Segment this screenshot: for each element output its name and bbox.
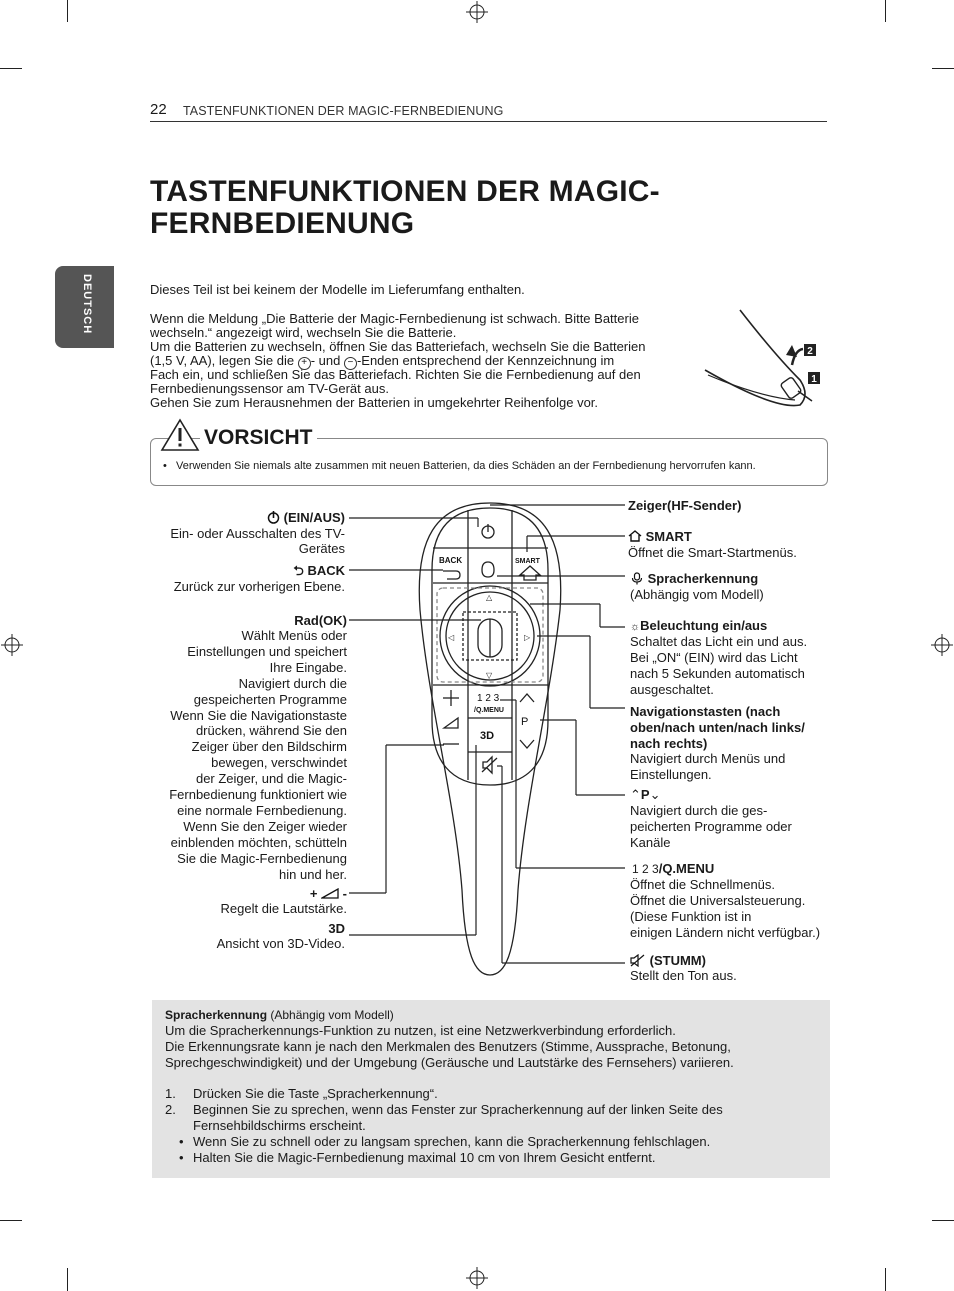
voice-box-title-note: (Abhängig vom Modell) — [270, 1008, 394, 1022]
voice-step-number: 2. — [165, 1102, 176, 1117]
power-title-text: (EIN/AUS) — [283, 510, 345, 525]
bullet-icon: • — [179, 1134, 184, 1149]
minus-circle-icon: − — [344, 357, 357, 370]
wheel-desc-line: einblenden möchten, schütteln — [170, 834, 347, 850]
smart-title — [628, 529, 692, 545]
qmenu-title-text: /Q.MENU — [658, 861, 715, 876]
remote-back-label: BACK — [439, 556, 463, 565]
caution-title: VORSICHT — [200, 426, 317, 450]
plus-circle-icon: + — [298, 357, 311, 370]
wheel-desc-line: eine normale Fernbedienung. — [177, 802, 347, 818]
caution-text: • Verwenden Sie niemals alte zusammen mit neuen Batterien, da dies Schäden an der Fernbedienung hervorrufen kann. — [163, 460, 756, 472]
svg-text:▷: ▷ — [524, 633, 531, 642]
p-desc-line: Kanäle — [630, 835, 671, 850]
remote-smart-label: SMART — [515, 558, 540, 565]
qmenu-desc-line: (Diese Funktion ist in — [630, 909, 752, 924]
qmenu-desc-line: einigen Ländern nicht verfügbar.) — [630, 925, 821, 940]
light-title-text: Beleuchtung ein/aus — [640, 618, 768, 633]
wheel-desc-line: Sie die Magic-Fernbedienung — [177, 850, 347, 866]
bullet-icon: • — [179, 1150, 184, 1165]
wheel-desc-line: Wählt Menüs oder — [241, 628, 347, 643]
chevron-down-icon: ⌄ — [649, 787, 661, 802]
svg-text:△: △ — [486, 593, 493, 602]
voice-box-title — [165, 1007, 394, 1023]
microphone-icon — [630, 572, 644, 585]
back-label-title — [150, 563, 345, 579]
mute-desc: Stellt den Ton aus. — [630, 968, 737, 983]
battery-text: - und — [310, 353, 341, 368]
voice-bullet: Halten Sie die Magic-Fernbedienung maximal 10 cm von Ihrem Gesicht entfernt. — [193, 1150, 656, 1165]
remote-digits-label: 1 2 3 — [477, 693, 500, 704]
volume-desc: Regelt die Lautstärke. — [220, 901, 347, 916]
voice-step-text: Drücken Sie die Taste „Spracherkennung“. — [193, 1086, 438, 1101]
back-desc: Zurück zur vorherigen Ebene. — [173, 579, 345, 594]
wheel-desc-line: Navigiert durch die — [238, 675, 347, 691]
voice-desc: (Abhängig vom Modell) — [630, 587, 764, 602]
wheel-desc-line: Fernbedienung funktioniert wie — [169, 787, 347, 802]
light-desc-line: nach 5 Sekunden automatisch — [630, 666, 805, 681]
smart-desc: Öffnet die Smart-Startmenüs. — [628, 545, 797, 560]
nav-desc-line: Navigiert durch Menüs und — [630, 751, 786, 766]
three-d-desc: Ansicht von 3D-Video. — [216, 936, 345, 951]
power-label-title — [150, 510, 345, 526]
light-title — [630, 618, 767, 635]
voice-step-text: Beginnen Sie zu sprechen, wenn das Fenster zur Spracherkennung auf der linken Seite des — [193, 1102, 723, 1117]
home-icon — [628, 530, 642, 542]
page-title: TASTENFUNKTIONEN DER MAGIC-FERNBEDIENUNG — [150, 175, 660, 240]
volume-plus: + — [309, 886, 318, 901]
three-d-title: 3D — [328, 921, 345, 936]
caution-message: Verwenden Sie niemals alte zusammen mit neuen Batterien, da dies Schäden an der Fernbedienung hervorrufen kann. — [176, 460, 756, 472]
power-desc-line: Gerätes — [298, 541, 345, 556]
p-title-text: P — [640, 787, 650, 802]
nav-desc-line: Einstellungen. — [630, 767, 712, 782]
mute-title — [630, 953, 706, 969]
language-tab-label: DEUTSCH — [81, 274, 93, 335]
smart-title-text: SMART — [645, 529, 692, 544]
back-arrow-icon: ⮌ — [293, 563, 304, 578]
intro-not-included: Dieses Teil ist bei keinem der Modelle im Lieferumfang enthalten. — [150, 282, 525, 297]
mute-speaker-icon — [630, 954, 646, 967]
battery-line: wechseln.“ angezeigt wird, wechseln Sie die Batterie. — [150, 325, 457, 340]
chevron-up-icon: ⌃ — [630, 787, 641, 802]
voice-info-box — [152, 1000, 830, 1178]
light-desc-line: ausgeschaltet. — [630, 682, 714, 697]
wheel-desc-line: Wenn Sie den Zeiger wieder — [183, 818, 347, 834]
nav-title-line: oben/nach unten/nach links/ — [630, 720, 805, 735]
wheel-desc-line: bewegen, verschwindet — [211, 755, 347, 771]
battery-text: -Enden entsprechend der Kennzeichnung im — [356, 353, 615, 368]
battery-text: (1,5 V, AA), legen Sie die — [150, 353, 295, 368]
figure-step-2: 2 — [807, 346, 813, 357]
wheel-desc-line: der Zeiger, und die Magic- — [195, 771, 347, 787]
mute-title-text: (STUMM) — [649, 953, 706, 968]
wheel-desc-line: Einstellungen und speichert — [187, 643, 347, 659]
figure-step-1: 1 — [811, 374, 817, 385]
voice-box-line: Um die Spracherkennungs-Funktion zu nutzen, ist eine Netzwerkverbindung erforderlich. — [165, 1023, 676, 1038]
back-title-text: BACK — [307, 563, 345, 578]
p-desc-line: Navigiert durch die ges- — [630, 803, 768, 818]
battery-line: Wenn die Meldung „Die Batterie der Magic-Fernbedienung ist schwach. Bitte Batterie — [150, 311, 639, 326]
volume-title — [150, 886, 347, 902]
power-desc-line: Ein- oder Ausschalten des TV- — [170, 526, 345, 541]
wheel-desc-line: drücken, während Sie den — [195, 723, 347, 739]
wheel-desc-line: gespeicherten Programme — [193, 691, 347, 707]
qmenu-desc-line: Öffnet die Schnellmenüs. — [630, 877, 776, 892]
p-title — [630, 787, 660, 803]
light-bulb-icon: ☼ — [630, 621, 641, 633]
voice-box-line: Die Erkennungsrate kann je nach den Merkmalen des Benutzers (Stimme, Aussprache, Betonung, — [165, 1039, 731, 1054]
wheel-title: Rad(OK) — [294, 613, 347, 628]
p-desc-line: peicherten Programme oder — [630, 819, 792, 834]
voice-box-title-text: Spracherkennung — [165, 1008, 268, 1022]
qmenu-title — [632, 861, 714, 877]
battery-line: Um die Batterien zu wechseln, öffnen Sie das Batteriefach, wechseln Sie die Batterien — [150, 339, 646, 354]
voice-title — [630, 571, 758, 587]
battery-line: Fach ein, und schließen Sie das Batteriefach. Richten Sie die Fernbedienung auf den — [150, 367, 641, 382]
page-number: 22 — [150, 101, 167, 118]
voice-step-text: Fernsehbildschirms erscheint. — [193, 1118, 366, 1133]
voice-bullet: Wenn Sie zu schnell oder zu langsam sprechen, kann die Spracherkennung fehlschlagen. — [193, 1134, 711, 1149]
running-header: TASTENFUNKTIONEN DER MAGIC-FERNBEDIENUNG — [183, 104, 504, 118]
qmenu-digits: 1 2 3 — [632, 862, 659, 876]
remote-qmenu-label: /Q.MENU — [474, 707, 504, 714]
light-desc-line: Bei „ON“ (EIN) wird das Licht — [630, 650, 798, 665]
wheel-desc-line: Wenn Sie die Navigationstaste — [170, 707, 347, 723]
nav-title-line: Navigationstasten (nach — [630, 704, 781, 719]
wheel-desc-line: Ihre Eingabe. — [269, 659, 347, 675]
svg-text:◁: ◁ — [448, 633, 455, 642]
battery-line: Gehen Sie zum Herausnehmen der Batterien in umgekehrter Reihenfolge vor. — [150, 395, 599, 410]
wheel-desc-line: Zeiger über den Bildschirm — [191, 739, 347, 755]
remote-3d-label: 3D — [480, 730, 495, 742]
svg-text:▽: ▽ — [486, 671, 493, 680]
wheel-desc-line: hin und her. — [279, 866, 347, 882]
battery-line: Fernbedienungssensor am TV-Gerät aus. — [150, 381, 389, 396]
voice-box-line: Sprechgeschwindigkeit) und der Umgebung (Geräusche und Lautstärke des Fernsehers) variieren. — [165, 1055, 734, 1070]
pointer-title: Zeiger(HF-Sender) — [628, 498, 742, 513]
nav-title-line: nach rechts) — [630, 736, 708, 751]
light-desc-line: Schaltet das Licht ein und aus. — [630, 634, 808, 649]
voice-step-number: 1. — [165, 1086, 176, 1101]
qmenu-desc-line: Öffnet die Universalsteuerung. — [630, 893, 806, 908]
volume-wedge-icon — [321, 888, 339, 899]
volume-minus: - — [342, 886, 347, 901]
remote-p-label: P — [521, 716, 529, 728]
power-icon — [267, 511, 280, 524]
voice-title-text: Spracherkennung — [647, 571, 759, 586]
